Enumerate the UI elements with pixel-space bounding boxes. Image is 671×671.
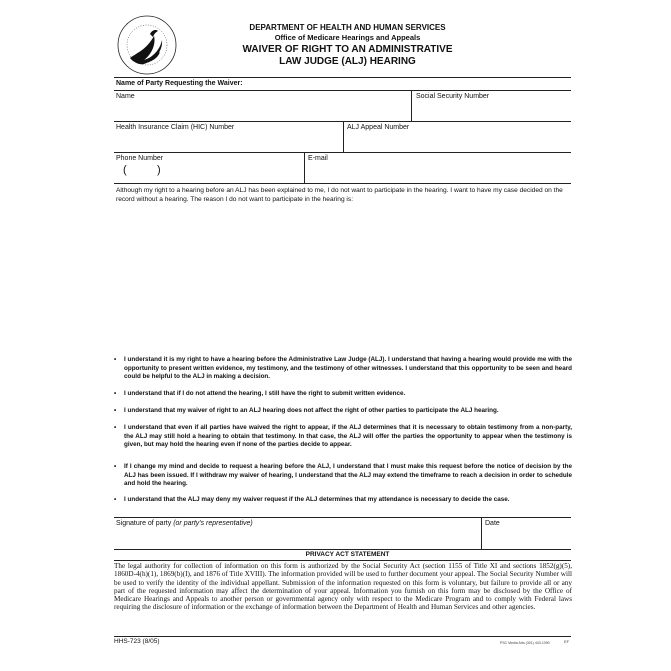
bullet-icon: • <box>114 407 117 414</box>
name-label: Name <box>116 93 135 100</box>
hic-label: Health Insurance Claim (HIC) Number <box>116 124 235 131</box>
phone-field[interactable] <box>114 153 303 182</box>
understanding-item-2 <box>114 390 572 399</box>
signature-field[interactable] <box>114 518 480 548</box>
reason-textarea[interactable] <box>114 208 571 348</box>
email-field[interactable] <box>305 153 570 182</box>
understanding-text-5: If I change my mind and decide to request a hearing before the ALJ, I understand that I must make this request before the notice of decision by the ALJ has been issued. If I withdraw my waiver of hearing, I understand that the ALJ may extend the timeframe to reach a decision in order to schedule and hold the hearing. <box>124 463 572 488</box>
privacy-heading: PRIVACY ACT STATEMENT <box>305 551 390 558</box>
hic-number-field[interactable] <box>114 122 342 151</box>
form-title-line2: LAW JUDGE (ALJ) HEARING <box>279 56 416 67</box>
print-credit: PSC Media Arts (301) 443-1090 <box>500 641 550 645</box>
understanding-text-4: I understand that even if all parties have waived the right to appear, if the ALJ determines that it is necessary to obtain testimony from a non-party, the ALJ may still hold a hearing to obtain that testimony. In that case, the ALJ will offer the parties the opportunity to appear when the testimony is given, but may hold the hearing even if none of the parties decide to appear. <box>124 424 572 449</box>
understanding-text-1: I understand it is my right to have a hearing before the Administrative Law Judge (ALJ). I understand that having a hearing would provide me with the opportunity to present written evidence, my testimony, and the testimony of other witnesses. I understand that this opportunity to be seen and heard could be helpful to the ALJ in making a decision. <box>124 356 572 381</box>
office-name: Office of Medicare Hearings and Appeals <box>274 33 421 42</box>
understanding-item-5 <box>114 463 572 489</box>
department-name: DEPARTMENT OF HEALTH AND HUMAN SERVICES <box>249 23 446 32</box>
alj-appeal-number-field[interactable] <box>344 122 570 151</box>
alj-appeal-label: ALJ Appeal Number <box>347 124 410 131</box>
bullet-icon: • <box>114 390 117 397</box>
date-field[interactable] <box>482 518 570 548</box>
understanding-text-3: I understand that my waiver of right to an ALJ hearing does not affect the right of other parties to participate the ALJ hearing. <box>124 407 499 414</box>
bullet-icon: • <box>114 496 117 503</box>
privacy-statement-text: The legal authority for collection of information on this form is authorized by the Social Security Act (section 1155 of Title XI and sections 1852(g)(5), 1860D-4(h)(1), 1869(b)(I), and 1876 of Title XVIII). The information provided will be used to further document your appeal. The Social Security Number will be used to verify the identity of the individual appellant. Submission of the information requested on this form is voluntary, but failure to provide all or any part of the requested information may affect the determination of your appeal. Information you furnish on this form may be disclosed by the Office of Medicare Hearings and Appeals to another person or governmental agency only with respect to the Medicare Program and to comply with Federal laws requiring the disclosure of information or the exchange of information between the Department of Health and Human Services and other agencies. <box>114 562 572 612</box>
party-heading: Name of Party Requesting the Waiver: <box>116 80 243 87</box>
page-code: EF <box>564 639 570 644</box>
form-number: HHS-723 (8/05) <box>114 638 160 645</box>
phone-area-close-paren: ) <box>157 164 161 176</box>
ssn-field[interactable] <box>412 91 570 120</box>
phone-area-open-paren: ( <box>123 164 127 176</box>
phone-label: Phone Number <box>116 155 164 162</box>
understanding-text-2: I understand that if I do not attend the hearing, I still have the right to submit written evidence. <box>124 390 406 397</box>
bullet-icon: • <box>114 463 117 470</box>
waiver-statement: Although my right to a hearing before an ALJ has been explained to me, I do not want to participate in the hearing. I want to have my case decided on the record without a hearing. The reason I do not want to participate in the hearing is: <box>116 187 563 203</box>
understanding-item-6 <box>114 496 572 505</box>
signature-label: Signature of party (or party's representative) <box>116 520 253 527</box>
name-field[interactable] <box>114 91 410 120</box>
date-label: Date <box>485 520 500 527</box>
understanding-text-6: I understand that the ALJ may deny my waiver request if the ALJ determines that my attendance is necessary to decide the case. <box>124 496 510 503</box>
bullet-icon: • <box>114 424 117 431</box>
understanding-item-1 <box>114 356 572 382</box>
email-label: E-mail <box>308 155 328 162</box>
bullet-icon: • <box>114 356 117 363</box>
understanding-item-3 <box>114 407 572 416</box>
understanding-item-4 <box>114 424 572 450</box>
form-title-line1: WAIVER OF RIGHT TO AN ADMINISTRATIVE <box>242 44 453 55</box>
ssn-label: Social Security Number <box>416 93 490 100</box>
